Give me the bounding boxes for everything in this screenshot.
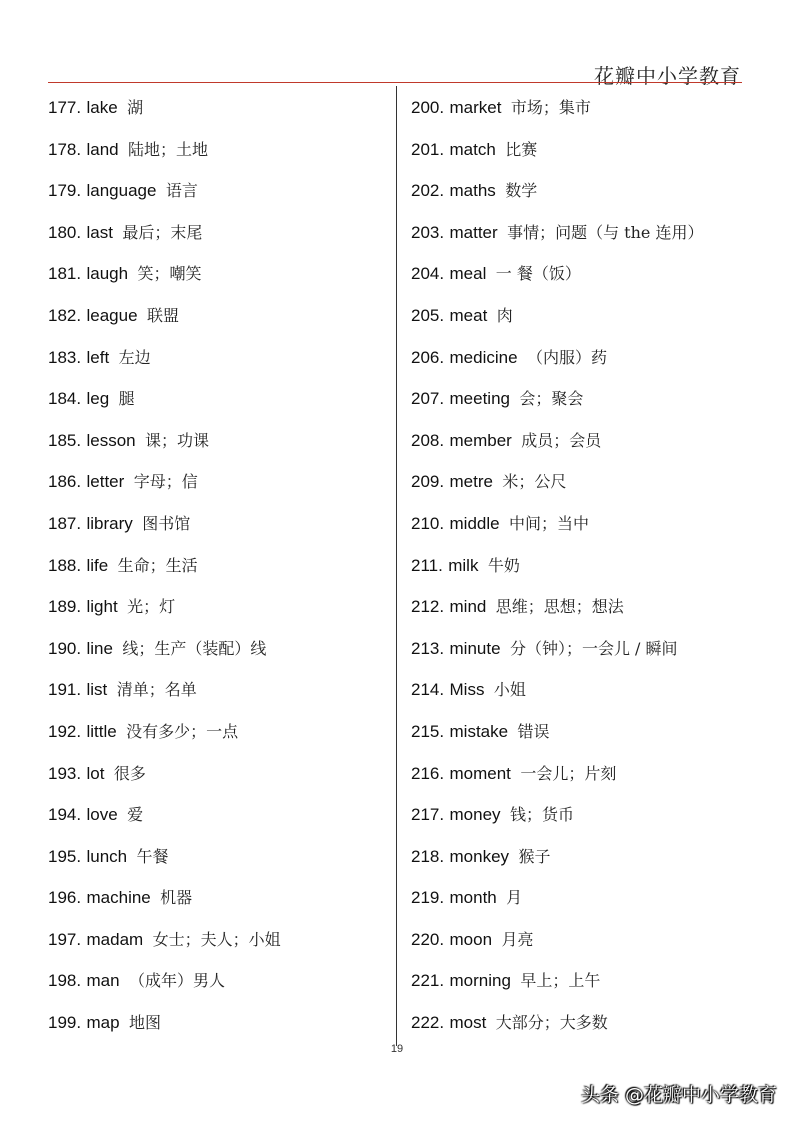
entry-word: leg: [86, 389, 110, 409]
entry-meaning: 光；灯: [127, 597, 176, 617]
entry-meaning: 很多: [113, 763, 146, 783]
entry-number: 217.: [411, 805, 445, 825]
entry-word: light: [86, 597, 118, 617]
entry-word: mistake: [449, 721, 509, 741]
header-rule: [48, 82, 742, 83]
vocab-entry: [48, 303, 388, 345]
entry-number: 221.: [411, 971, 445, 991]
entry-number: 179.: [48, 181, 82, 201]
watermark: 头条 @花瓣中小学教育: [580, 1084, 777, 1106]
vocab-entry: [48, 885, 388, 927]
vocabulary-list-left: [48, 95, 388, 1052]
vocab-entry: [48, 677, 388, 719]
entry-meaning: 数学: [505, 181, 538, 201]
vocab-entry: [411, 220, 751, 262]
entry-meaning: 图书馆: [142, 513, 191, 533]
vocab-entry: [48, 220, 388, 262]
entry-number: 190.: [48, 638, 82, 658]
entry-word: meal: [449, 264, 487, 284]
vocab-entry: [48, 553, 388, 595]
entry-meaning: 比赛: [505, 139, 538, 159]
entry-meaning: 笑；嘲笑: [137, 264, 202, 284]
entry-word: lot: [86, 763, 105, 783]
vocab-entry: [411, 594, 751, 636]
entry-meaning: 女士；夫人；小姐: [152, 929, 281, 949]
entry-number: 189.: [48, 597, 82, 617]
entry-number: 216.: [411, 763, 445, 783]
vocab-entry: [411, 761, 751, 803]
entry-word: market: [449, 98, 502, 117]
vocab-entry: [411, 428, 751, 470]
entry-word: mind: [449, 597, 487, 617]
entry-word: meat: [449, 305, 488, 325]
entry-number: 203.: [411, 222, 445, 242]
vocab-entry: [411, 677, 751, 719]
entry-word: match: [449, 139, 496, 159]
vocab-entry: [48, 345, 388, 387]
vocab-entry: [48, 968, 388, 1010]
entry-number: 185.: [48, 430, 82, 450]
entry-meaning: 米；公尺: [502, 472, 567, 492]
entry-word: love: [86, 805, 118, 825]
entry-word: meeting: [449, 389, 510, 409]
vocab-entry: [411, 95, 751, 137]
entry-number: 212.: [411, 597, 445, 617]
entry-word: matter: [449, 222, 498, 242]
entry-word: last: [86, 222, 113, 242]
entry-word: letter: [86, 472, 125, 492]
entry-word: Miss: [449, 680, 485, 700]
entry-meaning: 语言: [165, 181, 198, 201]
entry-word: machine: [86, 888, 151, 908]
entry-meaning: 地图: [128, 1013, 161, 1033]
entry-number: 222.: [411, 1013, 445, 1033]
entry-word: map: [86, 1013, 120, 1033]
entry-meaning: 清单；名单: [116, 680, 197, 700]
vocab-entry: [411, 636, 751, 678]
entry-meaning: 会；聚会: [519, 389, 584, 409]
entry-word: month: [449, 888, 497, 908]
entry-word: medicine: [449, 347, 518, 367]
entry-number: 205.: [411, 305, 445, 325]
entry-meaning: 课；功课: [145, 430, 210, 450]
vocab-entry: [411, 844, 751, 886]
entry-meaning: 牛奶: [487, 555, 520, 575]
entry-number: 178.: [48, 139, 82, 159]
entry-number: 183.: [48, 347, 82, 367]
entry-number: 220.: [411, 929, 445, 949]
entry-word: lake: [86, 98, 118, 117]
entry-number: 186.: [48, 472, 82, 492]
vocab-entry: [48, 719, 388, 761]
entry-number: 218.: [411, 846, 445, 866]
entry-word: milk: [448, 555, 479, 575]
entry-number: 197.: [48, 929, 82, 949]
entry-word: member: [449, 430, 512, 450]
entry-meaning: 思维；思想；想法: [495, 597, 624, 617]
entry-meaning: 月: [506, 888, 523, 908]
entry-meaning: 月亮: [501, 929, 534, 949]
entry-number: 204.: [411, 264, 445, 284]
entry-number: 195.: [48, 846, 82, 866]
entry-number: 198.: [48, 971, 82, 991]
entry-word: league: [86, 305, 138, 325]
entry-meaning: 陆地；土地: [128, 139, 209, 159]
vocab-entry: [48, 469, 388, 511]
entry-meaning: （内服）药: [526, 347, 607, 367]
vocabulary-list-right: [411, 95, 751, 1052]
vocab-entry: [48, 95, 388, 137]
entry-word: monkey: [449, 846, 510, 866]
entry-meaning: 机器: [160, 888, 193, 908]
entry-word: laugh: [86, 264, 129, 284]
vocab-entry: [411, 802, 751, 844]
vocab-entry: [411, 553, 751, 595]
entry-word: minute: [449, 638, 501, 658]
vocab-entry: [48, 594, 388, 636]
entry-word: life: [86, 555, 109, 575]
entry-number: 201.: [411, 139, 445, 159]
entry-meaning: 一 餐（饭）: [495, 264, 581, 284]
entry-word: lunch: [86, 846, 128, 866]
column-divider: [396, 86, 397, 1046]
entry-word: metre: [449, 472, 493, 492]
entry-word: left: [86, 347, 110, 367]
vocab-entry: [48, 428, 388, 470]
entry-word: middle: [449, 513, 500, 533]
entry-word: lesson: [86, 430, 136, 450]
vocab-entry: [48, 178, 388, 220]
entry-number: 196.: [48, 888, 82, 908]
vocab-entry: [411, 719, 751, 761]
entry-meaning: 小姐: [493, 680, 526, 700]
entry-meaning: 湖: [127, 98, 144, 117]
entry-meaning: 分（钟）；一会儿 / 瞬间: [509, 638, 678, 658]
entry-meaning: 最后；末尾: [122, 222, 203, 242]
vocab-entry: [411, 885, 751, 927]
entry-meaning: 午餐: [136, 846, 169, 866]
entry-number: 206.: [411, 347, 445, 367]
entry-word: money: [449, 805, 501, 825]
entry-meaning: 事情；问题（与 the 连用）: [507, 222, 704, 242]
vocab-entry: [411, 303, 751, 345]
entry-meaning: 左边: [118, 347, 151, 367]
entry-meaning: 大部分；大多数: [495, 1013, 608, 1033]
entry-number: 214.: [411, 680, 445, 700]
entry-number: 210.: [411, 513, 445, 533]
entry-meaning: 肉: [496, 305, 513, 325]
vocab-entry: [411, 178, 751, 220]
vocab-entry: [411, 1010, 751, 1052]
vocab-entry: [48, 761, 388, 803]
entry-word: maths: [449, 181, 496, 201]
entry-word: moment: [449, 763, 511, 783]
entry-word: list: [86, 680, 108, 700]
entry-word: morning: [449, 971, 511, 991]
entry-meaning: 成员；会员: [521, 430, 602, 450]
entry-number: 181.: [48, 264, 82, 284]
entry-word: line: [86, 638, 113, 658]
entry-number: 208.: [411, 430, 445, 450]
entry-meaning: 错误: [517, 721, 550, 741]
entry-number: 215.: [411, 721, 445, 741]
entry-meaning: （成年）男人: [128, 971, 225, 991]
entry-number: 193.: [48, 763, 82, 783]
entry-word: language: [86, 181, 157, 201]
vocab-entry: [48, 1010, 388, 1052]
entry-number: 207.: [411, 389, 445, 409]
entry-number: 184.: [48, 389, 82, 409]
vocab-entry: [48, 261, 388, 303]
entry-number: 202.: [411, 181, 445, 201]
vocab-entry: [48, 927, 388, 969]
entry-word: madam: [86, 929, 144, 949]
vocab-entry: [411, 927, 751, 969]
vocab-entry: [48, 137, 388, 179]
entry-number: 177.: [48, 98, 82, 117]
vocab-entry: [48, 511, 388, 553]
entry-meaning: 爱: [127, 805, 144, 825]
entry-number: 191.: [48, 680, 82, 700]
entry-word: most: [449, 1013, 487, 1033]
entry-number: 192.: [48, 721, 82, 741]
entry-number: 187.: [48, 513, 82, 533]
entry-meaning: 一会儿；片刻: [520, 763, 617, 783]
entry-meaning: 早上；上午: [520, 971, 601, 991]
entry-meaning: 钱；货币: [509, 805, 574, 825]
entry-word: man: [86, 971, 120, 991]
entry-meaning: 联盟: [146, 305, 179, 325]
entry-number: 200.: [411, 98, 445, 117]
vocab-entry: [411, 469, 751, 511]
entry-meaning: 市场；集市: [510, 98, 591, 117]
entry-word: library: [86, 513, 133, 533]
page-number: 19: [390, 1043, 404, 1055]
vocab-entry: [48, 636, 388, 678]
vocab-entry: [411, 137, 751, 179]
vocab-entry: [48, 802, 388, 844]
entry-number: 188.: [48, 555, 82, 575]
entry-number: 180.: [48, 222, 82, 242]
entry-number: 219.: [411, 888, 445, 908]
vocab-entry: [411, 968, 751, 1010]
vocab-entry: [411, 386, 751, 428]
vocab-entry: [48, 386, 388, 428]
entry-number: 213.: [411, 638, 445, 658]
vocab-entry: [411, 511, 751, 553]
entry-number: 199.: [48, 1013, 82, 1033]
entry-meaning: 腿: [118, 389, 135, 409]
entry-number: 211.: [411, 555, 443, 575]
vocab-entry: [48, 844, 388, 886]
vocab-entry: [411, 345, 751, 387]
vocab-entry: [411, 261, 751, 303]
entry-number: 182.: [48, 305, 82, 325]
entry-meaning: 猴子: [518, 846, 551, 866]
entry-meaning: 中间；当中: [509, 513, 590, 533]
page-header-title: 花瓣中小学教育: [594, 64, 741, 88]
entry-word: land: [86, 139, 119, 159]
entry-word: little: [86, 721, 117, 741]
entry-number: 194.: [48, 805, 82, 825]
entry-word: moon: [449, 929, 493, 949]
entry-meaning: 线；生产（装配）线: [122, 638, 267, 658]
entry-number: 209.: [411, 472, 445, 492]
entry-meaning: 生命；生活: [117, 555, 198, 575]
entry-meaning: 字母；信: [133, 472, 198, 492]
entry-meaning: 没有多少；一点: [126, 721, 239, 741]
